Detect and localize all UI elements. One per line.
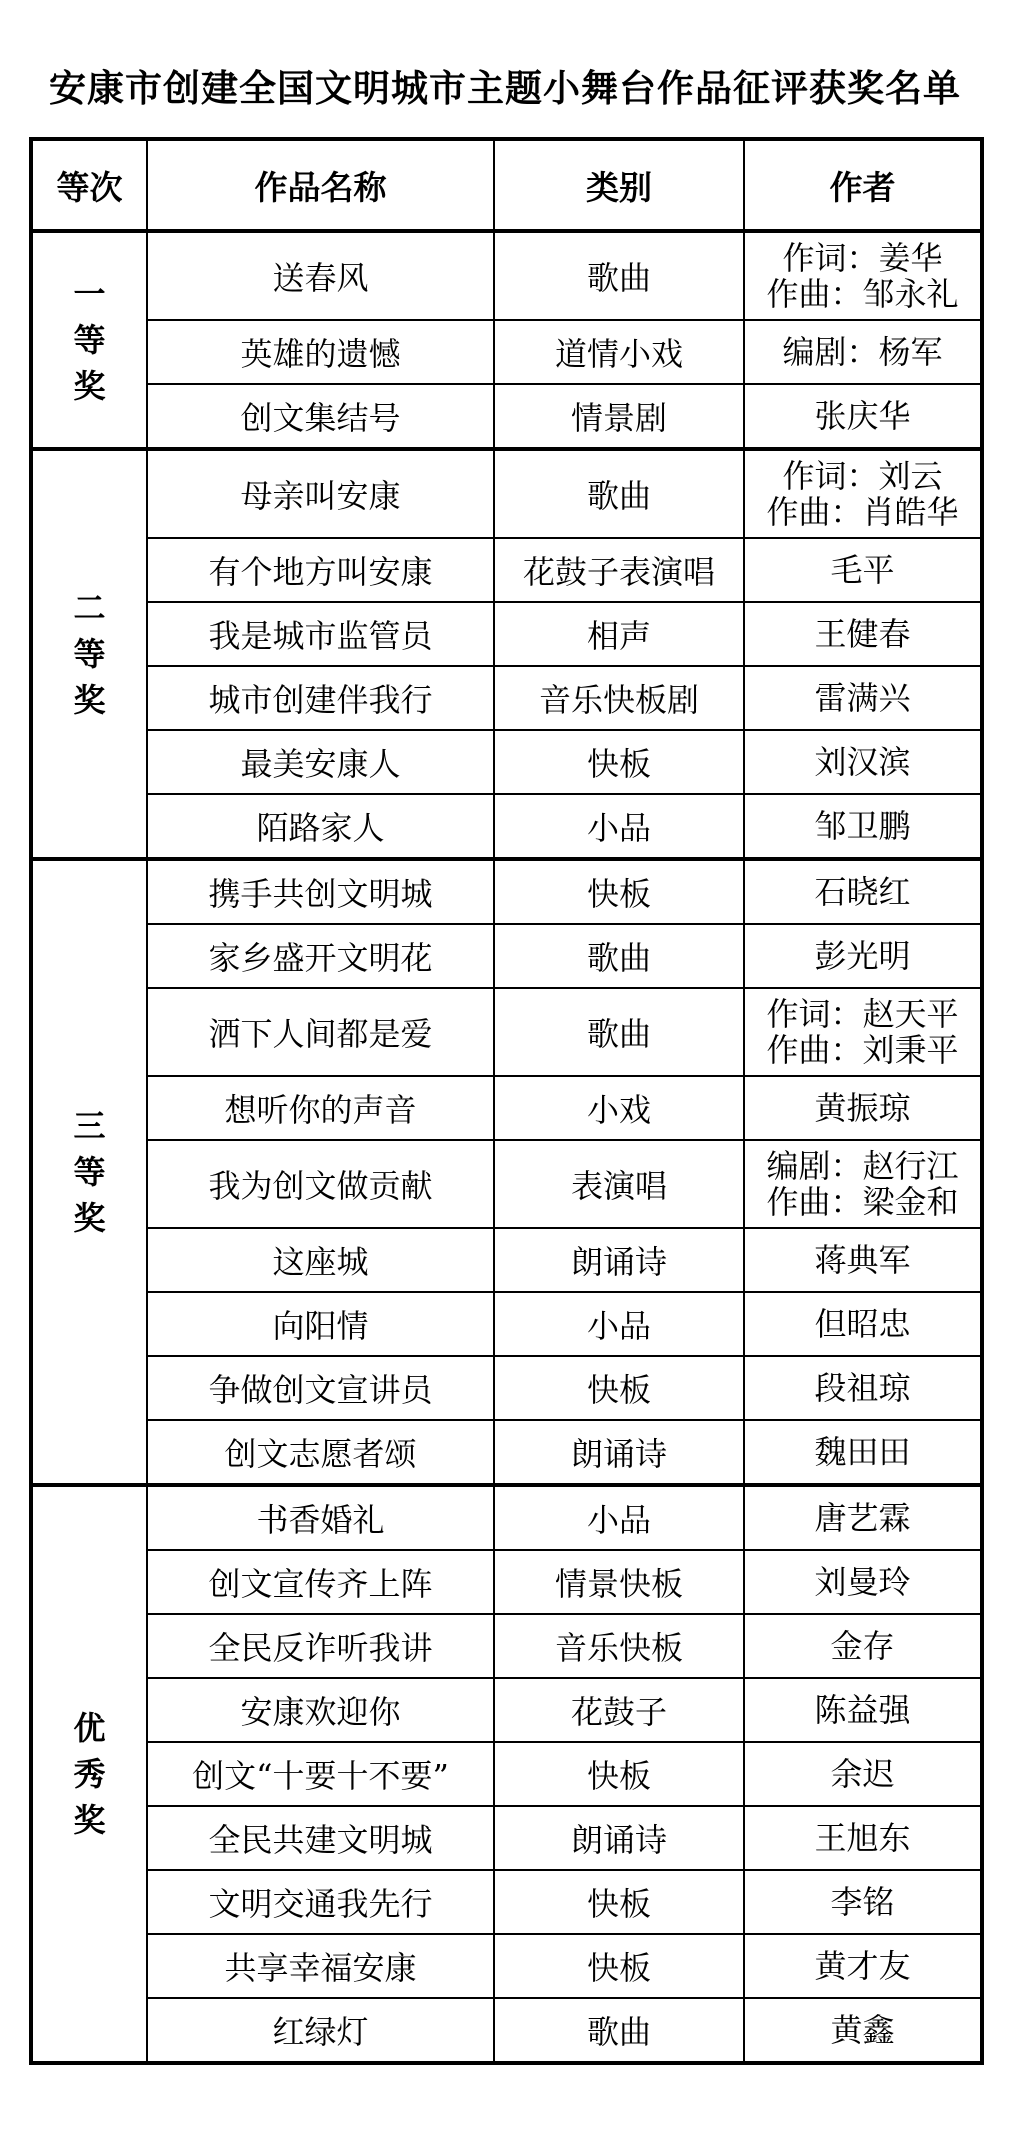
awards-table — [29, 137, 984, 2065]
author-line: 黄振琼 — [814, 1089, 911, 1127]
work-name-cell: 最美安康人 — [147, 730, 494, 794]
author-cell — [744, 859, 982, 924]
category-cell: 音乐快板剧 — [494, 666, 744, 730]
author-line: 邹卫鹏 — [814, 807, 911, 845]
table-header-row — [31, 139, 982, 231]
category-cell: 快板 — [494, 1870, 744, 1934]
work-name-cell: 洒下人间都是爱 — [147, 988, 494, 1076]
author-cell — [744, 1228, 982, 1292]
author-cell — [744, 1614, 982, 1678]
author-cell — [744, 1550, 982, 1614]
author-line: 作曲：邹永礼 — [766, 275, 959, 313]
author-cell — [744, 384, 982, 449]
author-line: 作曲：梁金和 — [766, 1183, 959, 1221]
award-level-cell — [31, 1485, 147, 2063]
work-name-cell: 创文“十要十不要” — [147, 1742, 494, 1806]
author-line: 余迟 — [830, 1755, 895, 1793]
author-line: 蒋典军 — [814, 1241, 911, 1279]
header-author: 作者 — [744, 139, 982, 231]
work-name-cell: 这座城 — [147, 1228, 494, 1292]
category-cell: 快板 — [494, 1742, 744, 1806]
category-cell: 小品 — [494, 794, 744, 859]
table-row — [31, 1485, 982, 1550]
work-name-cell: 全民反诈听我讲 — [147, 1614, 494, 1678]
author-cell — [744, 1742, 982, 1806]
work-name-cell: 家乡盛开文明花 — [147, 924, 494, 988]
table-row — [31, 538, 982, 602]
table-row — [31, 320, 982, 384]
category-cell: 花鼓子 — [494, 1678, 744, 1742]
author-cell — [744, 1140, 982, 1228]
category-cell: 快板 — [494, 1934, 744, 1998]
author-cell — [744, 794, 982, 859]
category-cell: 情景剧 — [494, 384, 744, 449]
header-category: 类别 — [494, 139, 744, 231]
header-work-name: 作品名称 — [147, 139, 494, 231]
author-cell — [744, 1870, 982, 1934]
category-cell: 歌曲 — [494, 924, 744, 988]
table-row — [31, 1870, 982, 1934]
table-row — [31, 924, 982, 988]
work-name-cell: 我是城市监管员 — [147, 602, 494, 666]
author-line: 张庆华 — [814, 397, 911, 435]
work-name-cell: 书香婚礼 — [147, 1485, 494, 1550]
category-cell: 歌曲 — [494, 449, 744, 538]
award-level-label: 三等奖 — [73, 1107, 106, 1237]
table-row — [31, 859, 982, 924]
table-row — [31, 1678, 982, 1742]
table-row — [31, 231, 982, 320]
author-cell — [744, 1292, 982, 1356]
award-level-label: 优秀奖 — [73, 1709, 106, 1839]
author-line: 雷满兴 — [814, 679, 911, 717]
award-level-cell — [31, 231, 147, 449]
category-cell: 快板 — [494, 730, 744, 794]
category-cell: 歌曲 — [494, 231, 744, 320]
author-line: 但昭忠 — [814, 1305, 911, 1343]
table-row — [31, 449, 982, 538]
table-row — [31, 1140, 982, 1228]
author-line: 陈益强 — [814, 1691, 911, 1729]
table-row — [31, 1076, 982, 1140]
work-name-cell: 红绿灯 — [147, 1998, 494, 2063]
category-cell: 表演唱 — [494, 1140, 744, 1228]
author-cell — [744, 1806, 982, 1870]
category-cell: 朗诵诗 — [494, 1420, 744, 1485]
work-name-cell: 我为创文做贡献 — [147, 1140, 494, 1228]
work-name-cell: 争做创文宣讲员 — [147, 1356, 494, 1420]
table-row — [31, 730, 982, 794]
table-row — [31, 794, 982, 859]
author-line: 编剧：赵行江 — [766, 1147, 959, 1185]
table-row — [31, 988, 982, 1076]
document-title: 安康市创建全国文明城市主题小舞台作品征评获奖名单 — [49, 67, 961, 110]
category-cell: 小品 — [494, 1485, 744, 1550]
work-name-cell: 创文宣传齐上阵 — [147, 1550, 494, 1614]
category-cell: 歌曲 — [494, 1998, 744, 2063]
author-line: 作词：赵天平 — [766, 995, 959, 1033]
author-cell — [744, 924, 982, 988]
work-name-cell: 英雄的遗憾 — [147, 320, 494, 384]
table-row — [31, 1614, 982, 1678]
author-line: 李铭 — [830, 1883, 895, 1921]
author-cell — [744, 1356, 982, 1420]
work-name-cell: 创文集结号 — [147, 384, 494, 449]
work-name-cell: 想听你的声音 — [147, 1076, 494, 1140]
work-name-cell: 携手共创文明城 — [147, 859, 494, 924]
table-row — [31, 666, 982, 730]
author-cell — [744, 1420, 982, 1485]
category-cell: 情景快板 — [494, 1550, 744, 1614]
category-cell: 朗诵诗 — [494, 1806, 744, 1870]
work-name-cell: 全民共建文明城 — [147, 1806, 494, 1870]
author-cell — [744, 730, 982, 794]
category-cell: 音乐快板 — [494, 1614, 744, 1678]
author-cell — [744, 1678, 982, 1742]
author-cell — [744, 666, 982, 730]
work-name-cell: 文明交通我先行 — [147, 1870, 494, 1934]
author-cell — [744, 988, 982, 1076]
author-cell — [744, 538, 982, 602]
author-line: 毛平 — [830, 551, 895, 589]
author-line: 作词：姜华 — [782, 239, 943, 277]
category-cell: 相声 — [494, 602, 744, 666]
author-line: 作曲：刘秉平 — [766, 1031, 959, 1069]
category-cell: 道情小戏 — [494, 320, 744, 384]
author-cell — [744, 602, 982, 666]
author-cell — [744, 1998, 982, 2063]
work-name-cell: 陌路家人 — [147, 794, 494, 859]
table-row — [31, 1228, 982, 1292]
table-row — [31, 1934, 982, 1998]
category-cell: 小戏 — [494, 1076, 744, 1140]
work-name-cell: 有个地方叫安康 — [147, 538, 494, 602]
table-row — [31, 1356, 982, 1420]
author-line: 魏田田 — [814, 1433, 911, 1471]
work-name-cell: 共享幸福安康 — [147, 1934, 494, 1998]
table-row — [31, 1420, 982, 1485]
author-line: 黄鑫 — [830, 2011, 895, 2049]
work-name-cell: 城市创建伴我行 — [147, 666, 494, 730]
author-line: 唐艺霖 — [814, 1499, 911, 1537]
author-line: 段祖琼 — [814, 1369, 911, 1407]
author-cell — [744, 1076, 982, 1140]
author-line: 王健春 — [814, 615, 911, 653]
author-line: 王旭东 — [814, 1819, 911, 1857]
work-name-cell: 母亲叫安康 — [147, 449, 494, 538]
table-row — [31, 1998, 982, 2063]
table-row — [31, 602, 982, 666]
author-line: 金存 — [830, 1627, 895, 1665]
table-row — [31, 1292, 982, 1356]
author-cell — [744, 449, 982, 538]
category-cell: 快板 — [494, 859, 744, 924]
award-level-label: 一等奖 — [73, 275, 106, 405]
award-level-cell — [31, 859, 147, 1485]
table-row — [31, 1742, 982, 1806]
author-cell — [744, 1934, 982, 1998]
category-cell: 快板 — [494, 1356, 744, 1420]
table-body — [31, 231, 982, 2063]
author-cell — [744, 231, 982, 320]
award-level-label: 二等奖 — [73, 589, 106, 719]
author-line: 作曲：肖皓华 — [766, 493, 959, 531]
header-level: 等次 — [31, 139, 147, 231]
category-cell: 花鼓子表演唱 — [494, 538, 744, 602]
table-row — [31, 1550, 982, 1614]
category-cell: 朗诵诗 — [494, 1228, 744, 1292]
work-name-cell: 安康欢迎你 — [147, 1678, 494, 1742]
table-row — [31, 384, 982, 449]
author-cell — [744, 1485, 982, 1550]
author-line: 彭光明 — [814, 937, 911, 975]
author-line: 刘曼玲 — [814, 1563, 911, 1601]
work-name-cell: 送春风 — [147, 231, 494, 320]
author-line: 黄才友 — [814, 1947, 911, 1985]
author-line: 刘汉滨 — [814, 743, 911, 781]
category-cell: 歌曲 — [494, 988, 744, 1076]
author-cell — [744, 320, 982, 384]
author-line: 编剧：杨军 — [782, 333, 943, 371]
award-level-cell — [31, 449, 147, 859]
author-line: 石晓红 — [814, 873, 911, 911]
author-line: 作词：刘云 — [782, 457, 943, 495]
table-row — [31, 1806, 982, 1870]
work-name-cell: 向阳情 — [147, 1292, 494, 1356]
work-name-cell: 创文志愿者颂 — [147, 1420, 494, 1485]
category-cell: 小品 — [494, 1292, 744, 1356]
